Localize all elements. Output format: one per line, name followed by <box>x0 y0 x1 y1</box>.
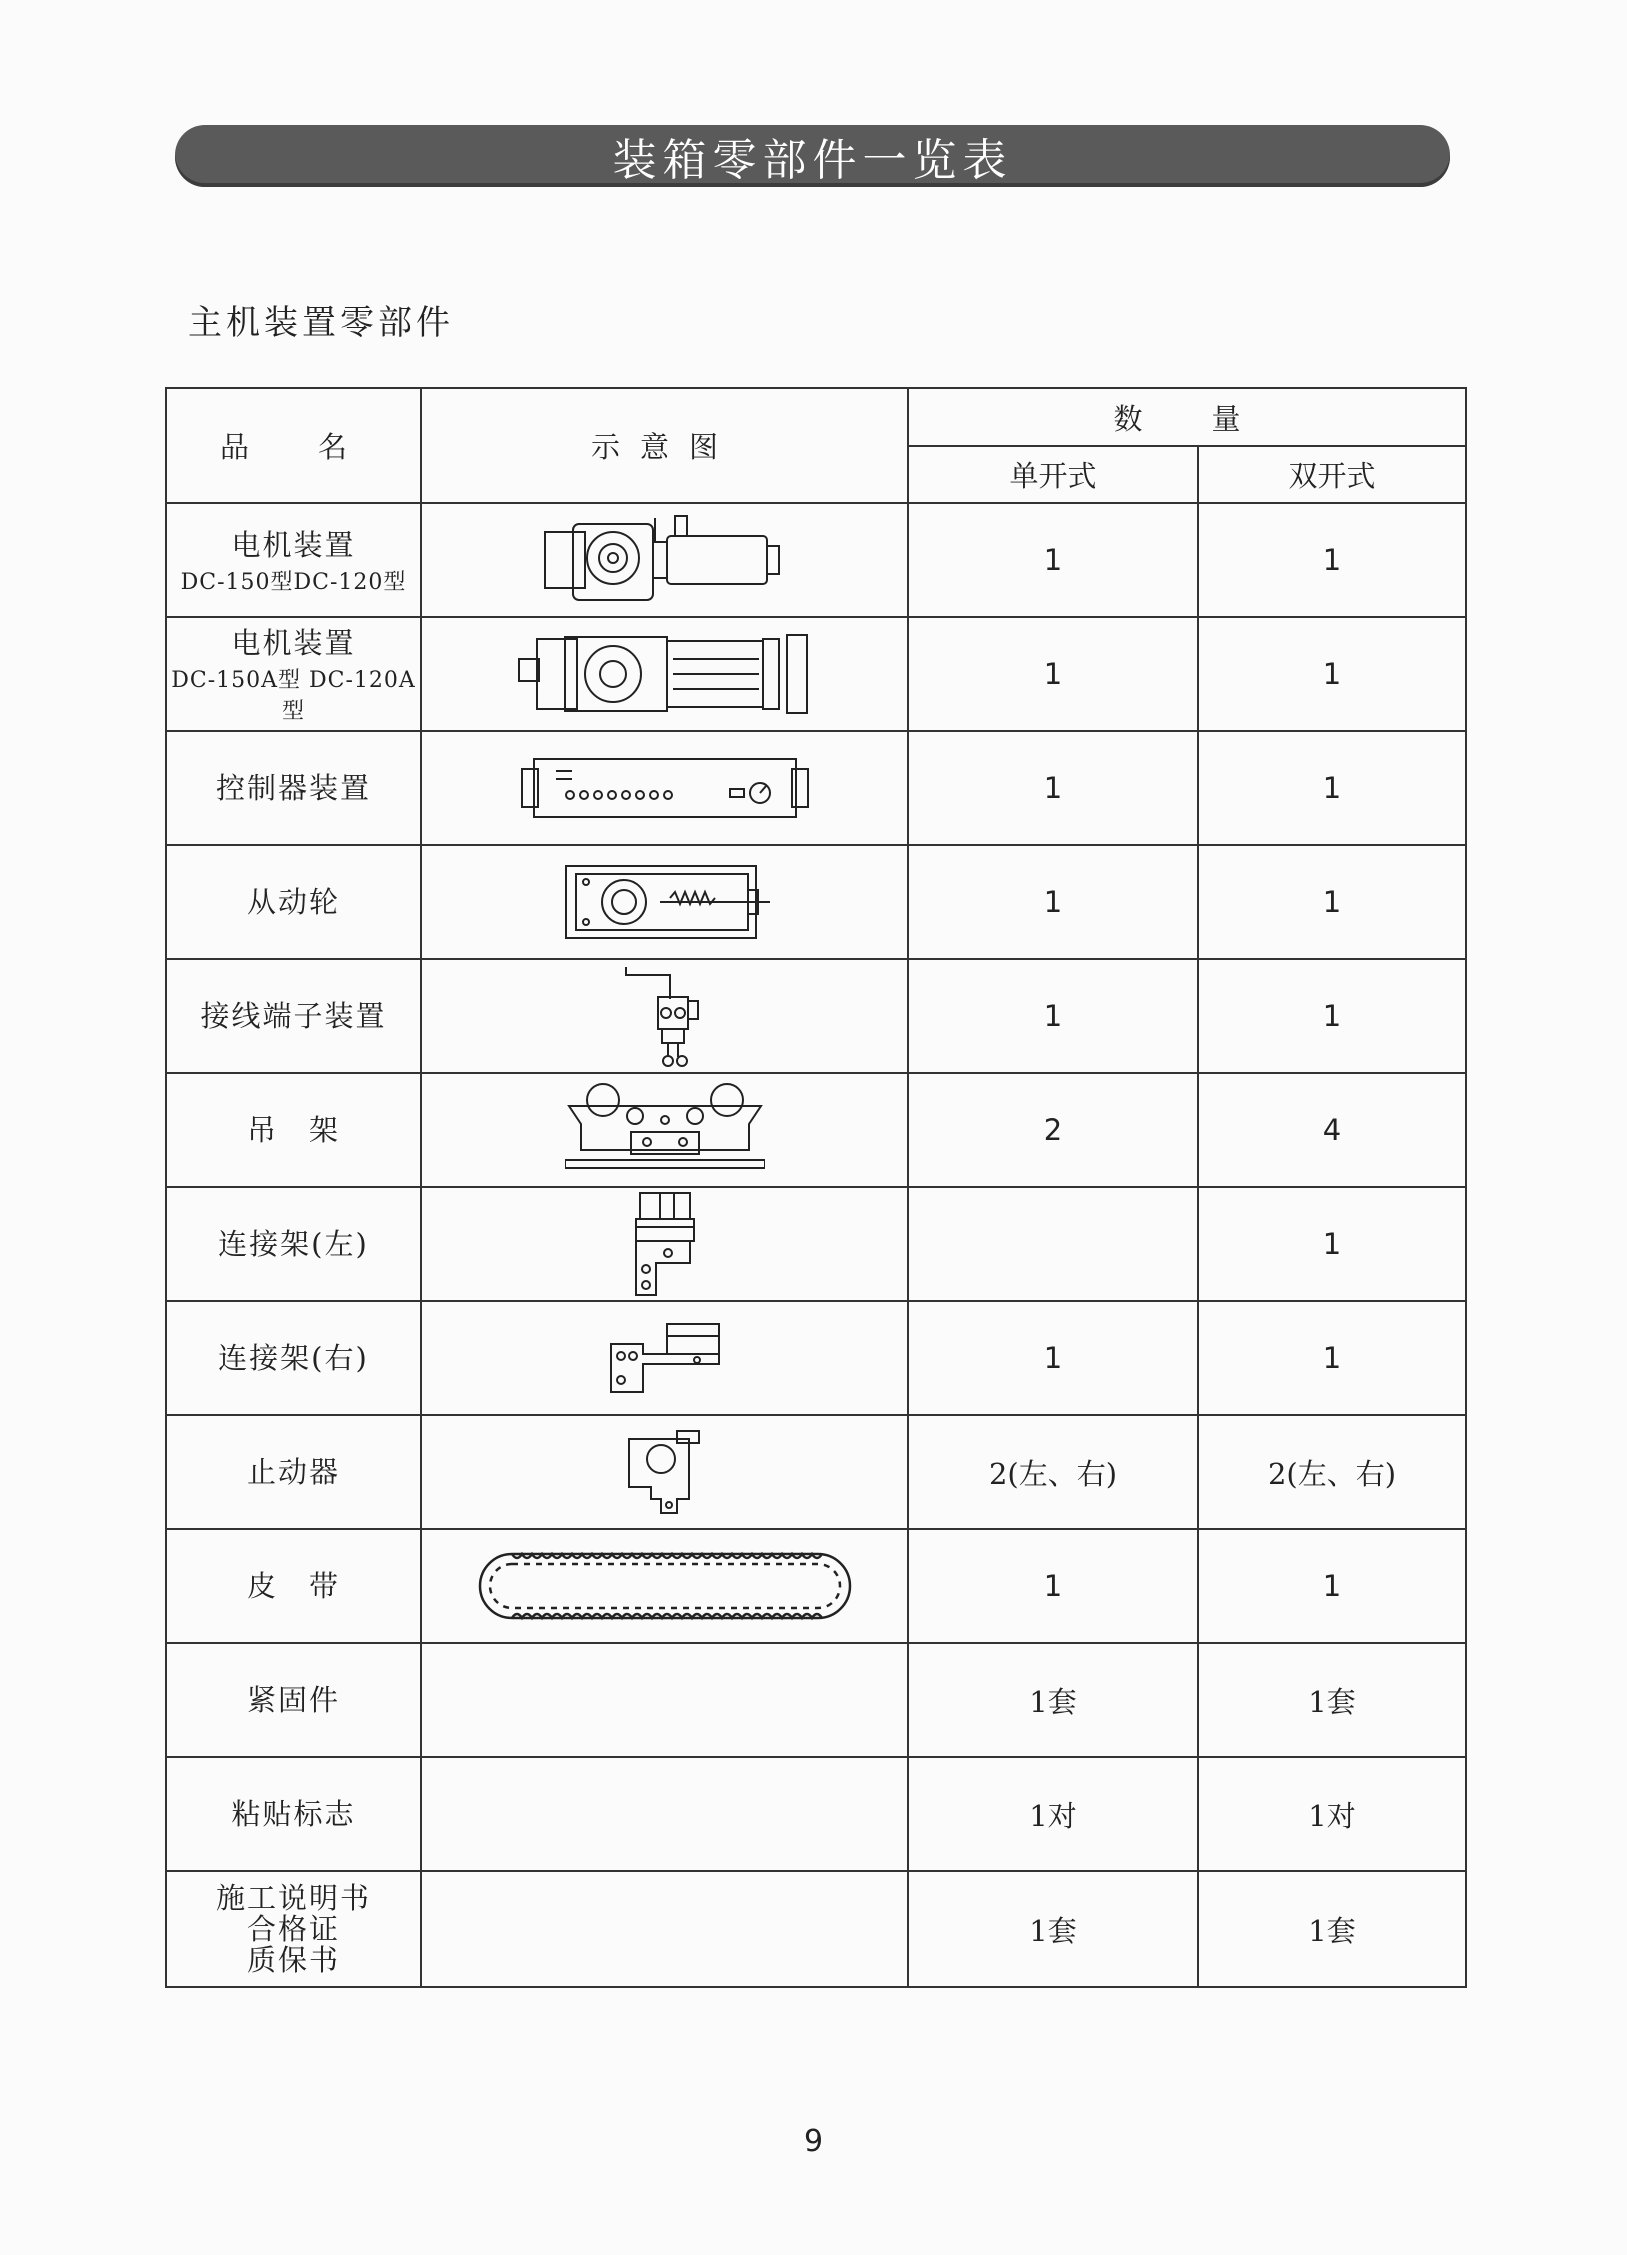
terminal-block-icon <box>620 963 710 1069</box>
figure-cell <box>421 617 908 731</box>
bracket-right-icon <box>607 1322 723 1394</box>
qty-double: 1 <box>1198 1529 1466 1643</box>
qty-single: 1 <box>908 959 1198 1073</box>
title-banner <box>175 125 1450 187</box>
qty-double: 1套 <box>1198 1871 1466 1987</box>
part-name-cell: 施工说明书 合格证 质保书 <box>166 1871 421 1987</box>
part-name-cell: 皮 带 <box>166 1529 421 1643</box>
qty-single: 1 <box>908 845 1198 959</box>
table-row <box>166 1301 1466 1415</box>
qty-single: 1 <box>908 1529 1198 1643</box>
figure-cell <box>421 731 908 845</box>
header-quantity: 数 量 <box>908 388 1466 446</box>
bracket-left-icon <box>630 1191 700 1297</box>
qty-single: 1套 <box>908 1643 1198 1757</box>
part-name-cell: 电机装置 DC-150A型 DC-120A型 <box>166 617 421 731</box>
figure-cell <box>421 1643 908 1757</box>
figure-cell <box>421 1871 908 1987</box>
qty-double: 1 <box>1198 503 1466 617</box>
parts-table <box>165 387 1467 1988</box>
qty-double: 1对 <box>1198 1757 1466 1871</box>
part-name-cell: 从动轮 <box>166 845 421 959</box>
part-name-cell: 紧固件 <box>166 1643 421 1757</box>
figure-cell <box>421 1073 908 1187</box>
part-name-cell: 粘贴标志 <box>166 1757 421 1871</box>
header-double: 双开式 <box>1198 446 1466 503</box>
header-figure: 示意图 <box>421 388 908 503</box>
table-row <box>166 1073 1466 1187</box>
qty-double: 1 <box>1198 731 1466 845</box>
page-title: 装箱零部件一览表 <box>612 135 1013 186</box>
table-row <box>166 1415 1466 1529</box>
qty-double: 1 <box>1198 617 1466 731</box>
qty-single: 2 <box>908 1073 1198 1187</box>
motor-dc150-icon <box>535 512 795 608</box>
qty-single: 1 <box>908 731 1198 845</box>
table-row <box>166 1643 1466 1757</box>
part-name-cell: 电机装置 DC-150型DC-120型 <box>166 503 421 617</box>
qty-single: 2(左、右) <box>908 1415 1198 1529</box>
qty-double: 2(左、右) <box>1198 1415 1466 1529</box>
table-row <box>166 731 1466 845</box>
figure-cell <box>421 503 908 617</box>
qty-single: 1 <box>908 617 1198 731</box>
qty-double: 4 <box>1198 1073 1466 1187</box>
qty-double: 1 <box>1198 959 1466 1073</box>
hanger-icon <box>565 1080 765 1180</box>
part-name-cell: 吊 架 <box>166 1073 421 1187</box>
qty-single: 1 <box>908 1301 1198 1415</box>
part-name-cell: 接线端子装置 <box>166 959 421 1073</box>
qty-single <box>908 1187 1198 1301</box>
part-name-cell: 连接架(右) <box>166 1301 421 1415</box>
figure-cell <box>421 1415 908 1529</box>
header-single: 单开式 <box>908 446 1198 503</box>
section-title: 主机装置零部件 <box>188 303 454 343</box>
stopper-icon <box>625 1429 705 1515</box>
qty-single: 1对 <box>908 1757 1198 1871</box>
qty-double: 1 <box>1198 1187 1466 1301</box>
header-name: 品 名 <box>166 388 421 503</box>
part-name-cell: 止动器 <box>166 1415 421 1529</box>
table-row <box>166 845 1466 959</box>
figure-cell <box>421 845 908 959</box>
figure-cell <box>421 1529 908 1643</box>
idler-pulley-icon <box>560 862 770 942</box>
qty-single: 1 <box>908 503 1198 617</box>
motor-dc150a-icon <box>515 629 815 719</box>
part-name-cell: 连接架(左) <box>166 1187 421 1301</box>
qty-double: 1套 <box>1198 1643 1466 1757</box>
qty-double: 1 <box>1198 1301 1466 1415</box>
qty-single: 1套 <box>908 1871 1198 1987</box>
qty-double: 1 <box>1198 845 1466 959</box>
figure-cell <box>421 959 908 1073</box>
figure-cell <box>421 1301 908 1415</box>
table-row <box>166 1871 1466 1987</box>
figure-cell <box>421 1187 908 1301</box>
table-row <box>166 617 1466 731</box>
page-number: 9 <box>803 2124 824 2159</box>
part-name-cell: 控制器装置 <box>166 731 421 845</box>
table-row <box>166 1529 1466 1643</box>
table-row <box>166 503 1466 617</box>
table-row <box>166 1757 1466 1871</box>
figure-cell <box>421 1757 908 1871</box>
table-row <box>166 959 1466 1073</box>
table-row <box>166 1187 1466 1301</box>
belt-icon <box>472 1546 858 1626</box>
controller-icon <box>520 753 810 823</box>
